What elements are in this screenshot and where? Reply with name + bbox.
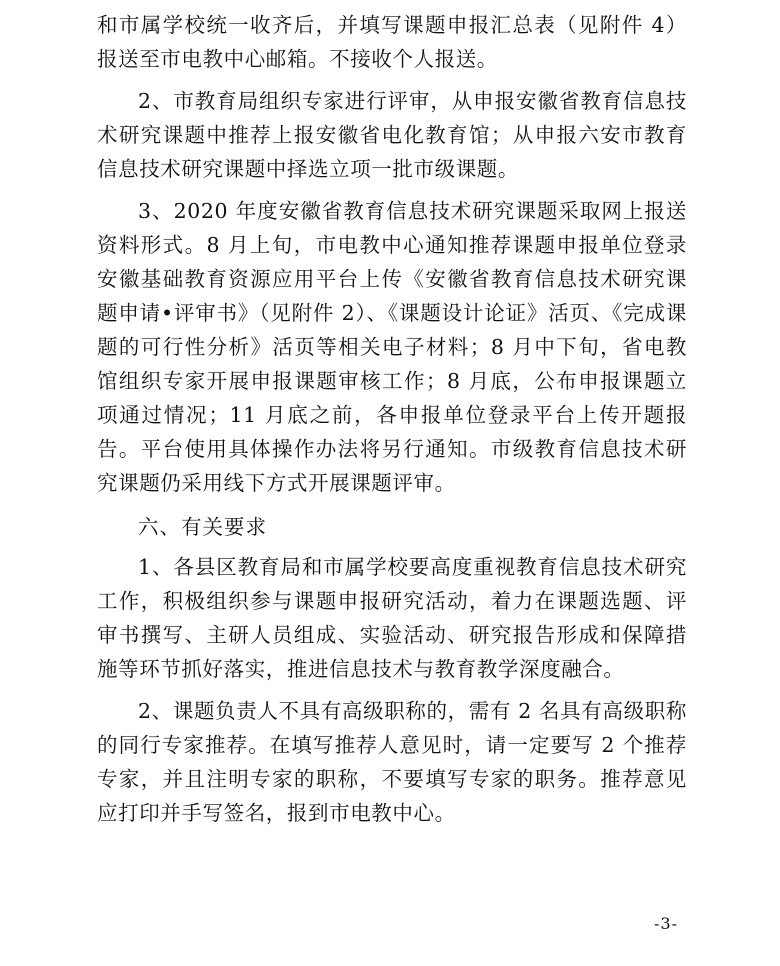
requirement-item-1: 1、各县区教育局和市属学校要高度重视教育信息技术研究工作，积极组织参与课题申报研究活动，着力在课题选题、评审书撰写、主研人员组成、实验活动、研究报告形成和保障措施等环节抓好落实，推进信息技术与教育教学深度融合。 xyxy=(97,555,687,681)
page-number: -3- xyxy=(654,914,678,933)
paragraph-review-process: 2、市教育局组织专家进行评审，从申报安徽省教育信息技术研究课题中推荐上报安徽省电化教育馆；从申报六安市教育信息技术研究课题中择选立项一批市级课题。 xyxy=(97,89,687,181)
paragraph-continuation: 和市属学校统一收齐后，并填写课题申报汇总表（见附件 4）报送至市电教中心邮箱。不接收个人报送。 xyxy=(97,13,687,71)
section-heading-requirements: 六、有关要求 xyxy=(138,515,267,539)
paragraph-online-submission: 3、2020 年度安徽省教育信息技术研究课题采取网上报送资料形式。8 月上旬，市电教中心通知推荐课题申报单位登录安徽基础教育资源应用平台上传《安徽省教育信息技术研究课题申请•评审书》（见附件 2）、《课题设计论证》活页、《完成课题的可行性分析》活页等相关电子材料；8 月中下旬，省电教馆组织专家开展申报课题审核工作；8 月底，公布申报课题立项通过情况；11 月底之前，各申报单位登录平台上传开题报告。平台使用具体操作办法将另行通知。市级教育信息技术研究课题仍采用线下方式开展课题评审。 xyxy=(97,199,687,495)
requirement-item-2: 2、课题负责人不具有高级职称的，需有 2 名具有高级职称的同行专家推荐。在填写推荐人意见时，请一定要写 2 个推荐专家，并且注明专家的职称，不要填写专家的职务。推荐意见应打印并手写签名，报到市电教中心。 xyxy=(97,699,687,825)
